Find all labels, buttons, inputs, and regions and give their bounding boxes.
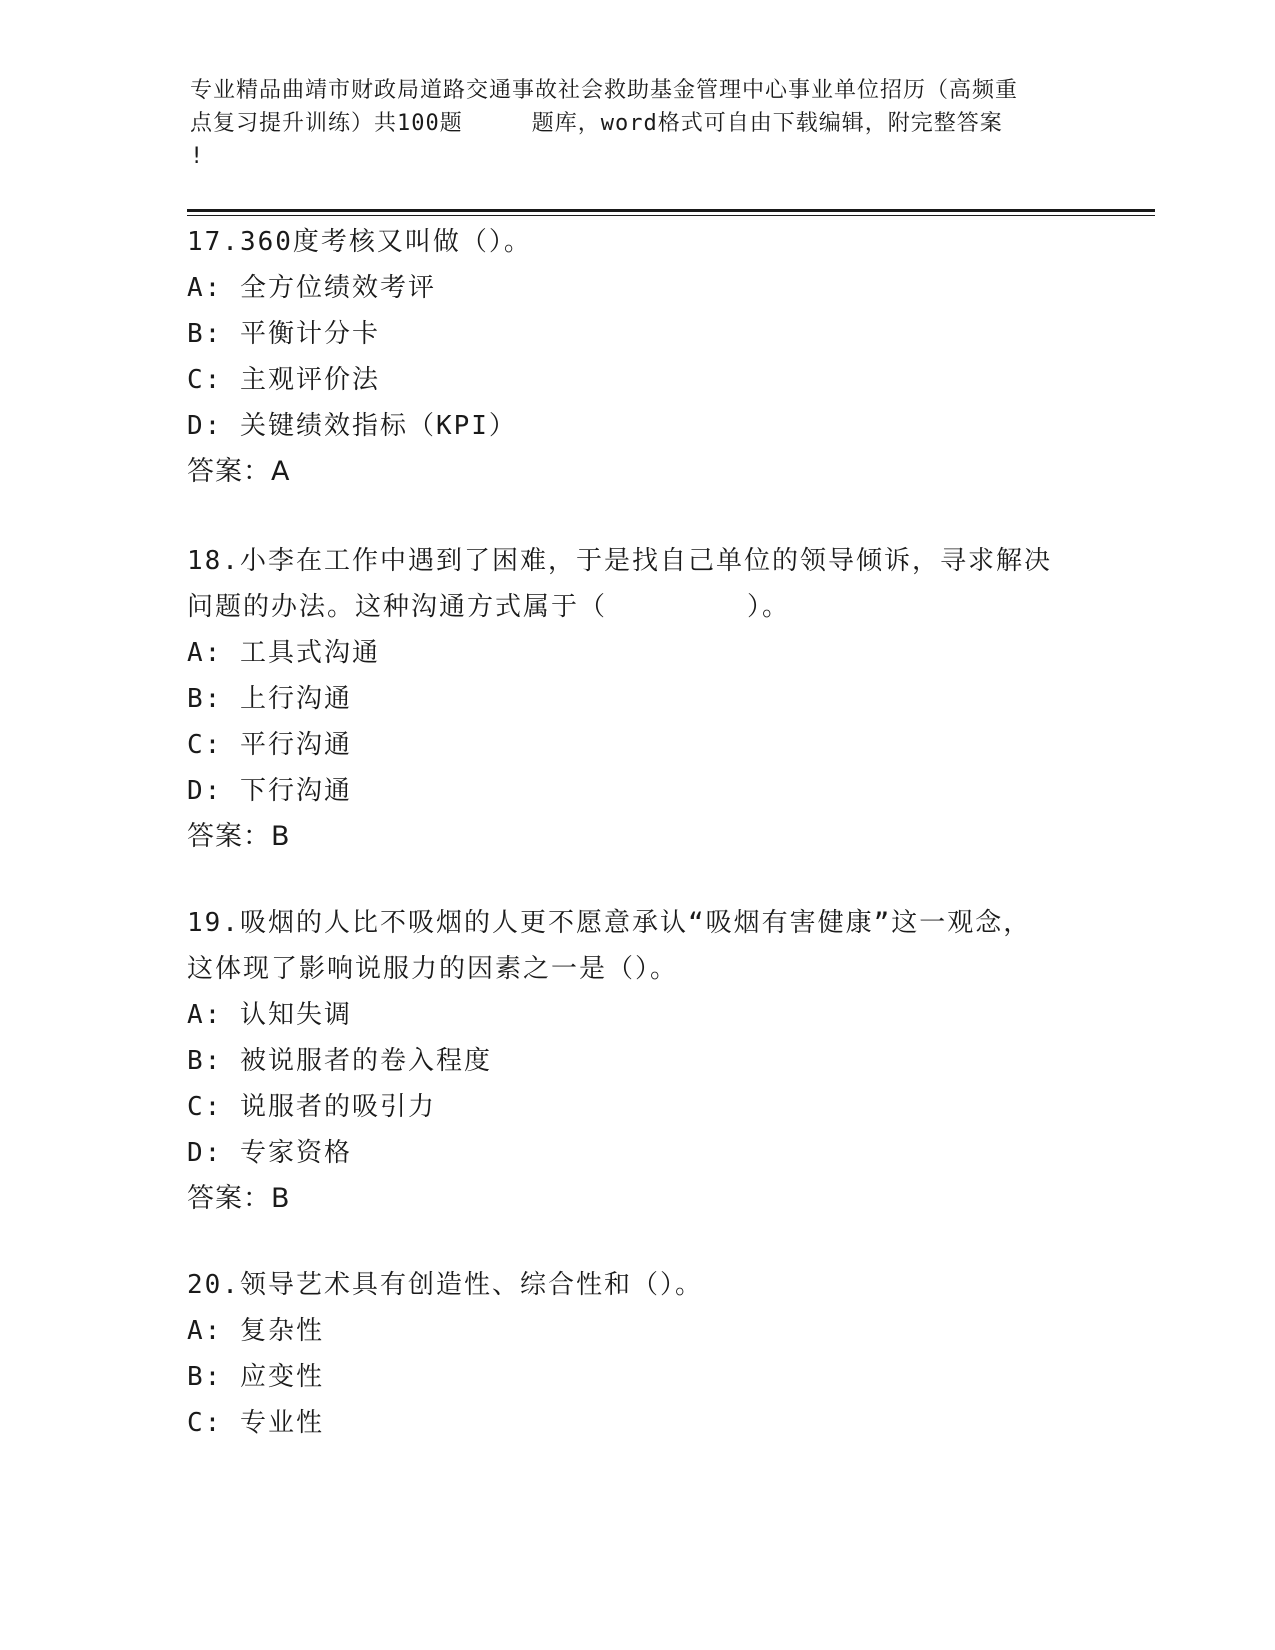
question-17 [187, 219, 1087, 495]
option-d: D: 专家资格 [187, 1138, 352, 1168]
document-header [190, 74, 1090, 173]
question-stem-line-2: 问题的办法。这种沟通方式属于（ ）。 [187, 592, 791, 622]
header-divider-thin [187, 215, 1155, 216]
question-stem: 17.360度考核又叫做（）。 [187, 227, 532, 257]
header-line-1: 专业精品曲靖市财政局道路交通事故社会救助基金管理中心事业单位招历（高频重 [190, 78, 1019, 103]
question-stem: 20.领导艺术具有创造性、综合性和（）。 [187, 1270, 703, 1300]
option-c: C: 主观评价法 [187, 365, 380, 395]
question-stem-line-1: 18.小李在工作中遇到了困难，于是找自己单位的领导倾诉，寻求解决 [187, 546, 1052, 576]
option-a: A: 认知失调 [187, 1000, 352, 1030]
question-20 [187, 1262, 1087, 1446]
question-18 [187, 538, 1087, 860]
option-c: C: 平行沟通 [187, 730, 352, 760]
header-line-2: 点复习提升训练）共100题 题库，word格式可自由下载编辑，附完整答案 [190, 111, 1003, 136]
option-b: B: 平衡计分卡 [187, 319, 380, 349]
option-c: C: 专业性 [187, 1408, 324, 1438]
option-b: B: 被说服者的卷入程度 [187, 1046, 492, 1076]
option-a: A: 全方位绩效考评 [187, 273, 436, 303]
option-b: B: 上行沟通 [187, 684, 352, 714]
header-divider-thick [187, 209, 1155, 212]
option-c: C: 说服者的吸引力 [187, 1092, 436, 1122]
answer-label: 答案：A [187, 456, 291, 487]
option-a: A: 复杂性 [187, 1316, 324, 1346]
option-a: A: 工具式沟通 [187, 638, 380, 668]
question-19 [187, 900, 1087, 1222]
question-stem-line-1: 19.吸烟的人比不吸烟的人更不愿意承认“吸烟有害健康”这一观念， [187, 908, 1032, 938]
header-line-3: ! [190, 144, 205, 169]
option-d: D: 下行沟通 [187, 776, 352, 806]
option-d: D: 关键绩效指标（KPI） [187, 411, 517, 441]
option-b: B: 应变性 [187, 1362, 324, 1392]
answer-label: 答案：B [187, 1183, 291, 1214]
answer-label: 答案：B [187, 821, 291, 852]
question-stem-line-2: 这体现了影响说服力的因素之一是（）。 [187, 954, 679, 984]
